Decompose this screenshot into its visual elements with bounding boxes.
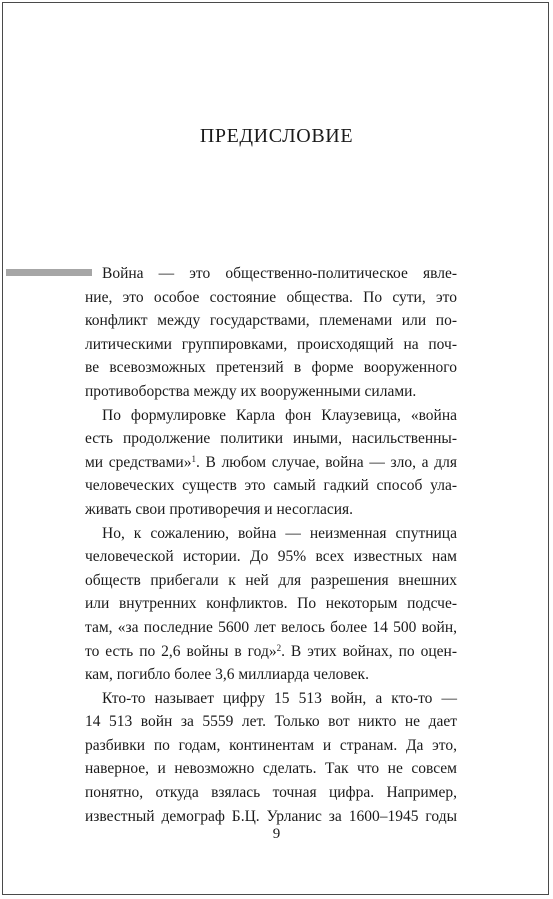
text-line: Кто-то называет цифру 15 513 войн, а кто-то — [102,689,457,707]
chapter-start-marker [6,269,92,276]
text-fragment: В любом случае, война — зло, а для [205,453,457,471]
text-line: человеческих существ это самый гадкий способ ула- [85,477,457,495]
footnote-marker: 1 [191,453,196,464]
text-line: кам, погибло более 3,6 миллиарда человек. [85,666,369,684]
text-line: 14 513 войн за 5559 лет. Только вот никто не дает [85,713,457,731]
text-line: или внутренних конфликтов. По некоторым подсче- [85,595,457,613]
text-line: По формулировке Карла фон Клаузевица, «война [102,406,457,424]
page-number: 9 [272,826,281,842]
text-line: Война — это общественно-политическое явле- [102,265,457,282]
text-line: противоборства между их вооруженными силами. [85,382,417,400]
body-text [85,262,457,828]
text-line: конфликт между государствами, племенами или по- [85,312,457,330]
footnote-marker: 2 [276,642,282,653]
text-fragment: то есть по 2,6 войны в год» [85,642,277,660]
text-line: живать свои противоречия и несогласия. [85,500,354,518]
text-line: человеческой истории. До 95% всех известных нам [85,548,457,566]
text-line: литическими группировками, происходящий на поч- [85,335,457,353]
text-line: ми средствами»$^1$. В любом случае, война — зло, а для [85,453,457,471]
text-fragment: ми средствами» [85,453,192,471]
text-line: понятно, откуда взялась точная цифра. Например, [85,784,457,802]
text-line: там, «за последние 5600 лет велось более 14 500 войн, [85,618,457,636]
text-line: Но, к сожалению, война — неизменная спутница [102,524,457,542]
text-line: обществ прибегали к ней для разрешения внешних [85,571,457,589]
text-line [85,640,457,664]
text-fragment: . В этих войнах, по оцен- [281,642,457,660]
text-line: разбивки по годам, континентам и странам. Да это, [85,736,457,754]
text-line: есть продолжение политики иными, насильственны- [85,430,457,448]
text-line: известный демограф Б.Ц. Урланис за 1600–1945 годы [85,807,457,825]
text-line: наверное, и невозможно сделать. Так что не совсем [85,760,457,778]
text-line: ние, это особое состояние общества. По сути, это [85,288,457,306]
chapter-title: ПРЕДИСЛОВИЕ [199,125,354,147]
text-line: ве всевозможных претензий в форме вооруженного [85,359,457,377]
